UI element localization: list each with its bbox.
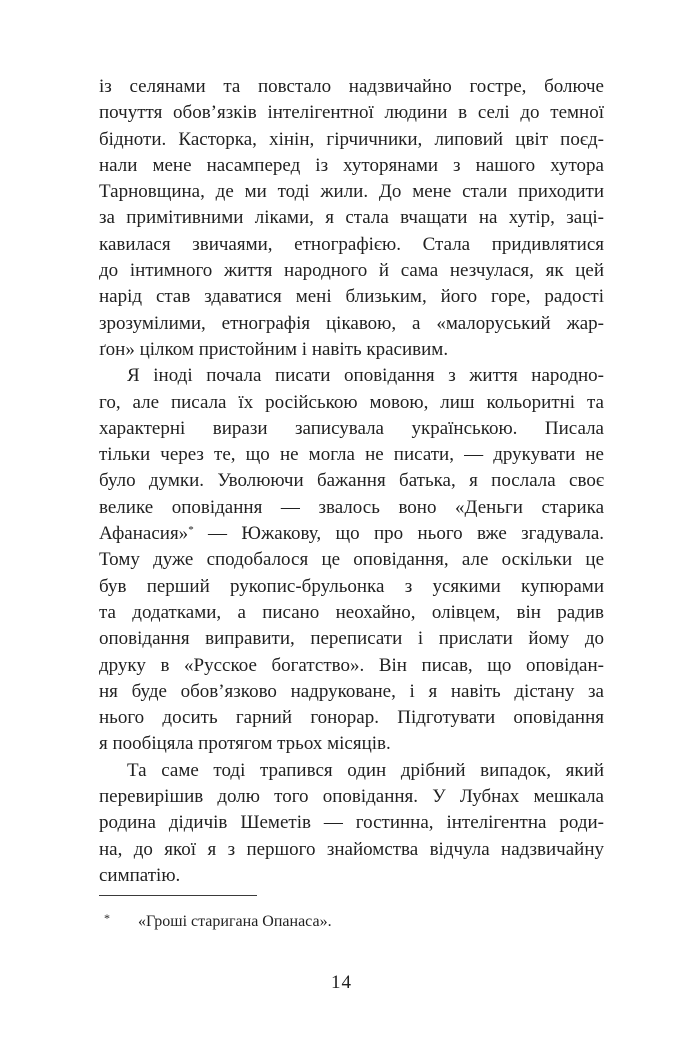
text-line: характерні вирази записувала українською. Писала: [99, 417, 604, 439]
body-text-block: [99, 74, 604, 889]
text-line: був перший рукопис-брульонка з усякими купюрами: [99, 575, 604, 597]
text-line: нали мене насамперед із хуторянами з нашого хутора: [99, 154, 604, 176]
text-line: за примітивними ліками, я стала вчащати на хутір, заці-: [99, 207, 604, 229]
text-line: до інтимного життя народного й сама незчулася, як цей: [99, 260, 604, 282]
text-line: було думки. Уволюючи бажання батька, я послала своє: [99, 470, 604, 492]
text-line: бідноти. Касторка, хінін, гірчичники, липовий цвіт поєд-: [99, 128, 604, 150]
text-line: на, до якої я з першого знайомства відчула надзвичайну: [99, 838, 604, 860]
text-line: почуття обов’язків інтелігентної людини в селі до темної: [99, 102, 604, 124]
text-line: го, але писала їх російською мовою, лиш кольоритні та: [99, 391, 604, 413]
text-line: ґон» цілком пристойним і навіть красивим.: [99, 338, 449, 360]
text-line: друку в «Русское богатство». Він писав, що оповідан-: [99, 654, 604, 676]
text-line: ня буде обов’язково надруковане, і я навіть дістану за: [99, 680, 604, 702]
text-line: перевирішив долю того оповідання. У Лубнах мешкала: [99, 786, 604, 808]
text-line: нього досить гарний гонорар. Підготувати оповідання: [99, 707, 604, 729]
footnote-separator: [99, 895, 257, 896]
text-line: родина дідичів Шеметів — гостинна, інтелігентна роди-: [99, 812, 604, 834]
text-line: велике оповідання — звалось воно «Деньги старика: [99, 496, 604, 518]
text-line: та додатками, а писано неохайно, олівцем, він радив: [99, 601, 604, 623]
text-line: оповідання виправити, переписати і прислати йому до: [99, 628, 604, 650]
footnote-marker: *: [104, 911, 110, 925]
footnote-block: [99, 895, 604, 932]
text-line: Тарновщина, де ми тоді жили. До мене стали приходити: [99, 181, 604, 203]
page-number: 14: [331, 972, 352, 993]
text-line: із селянами та повстало надзвичайно гостре, болюче: [99, 76, 604, 97]
text-line: Тому дуже сподобалося це оповідання, але оскільки це: [99, 549, 604, 571]
text-line: я пообіцяла протягом трьох місяців.: [99, 733, 391, 755]
footnote-text: «Гроші старигана Опанаса».: [138, 913, 332, 930]
text-line: Афанасия»* — Южакову, що про нього вже згадувала.: [99, 523, 604, 545]
text-line: тільки через те, що не могла не писати, — друкувати не: [99, 444, 604, 466]
text-line: Та саме тоді трапився один дрібний випадок, який: [127, 759, 604, 781]
text-line: Я іноді почала писати оповідання з життя народно-: [127, 365, 604, 387]
text-line: нарід став здаватися мені близьким, його горе, радості: [99, 286, 604, 308]
text-line: зрозумілими, етнографія цікавою, а «малоруський жар-: [99, 312, 604, 334]
footnote: [99, 908, 604, 932]
text-line: кавилася звичаями, етнографією. Стала придивлятися: [99, 233, 604, 255]
footnote-reference-asterisk: *: [188, 524, 194, 537]
text-line: симпатію.: [99, 864, 181, 886]
